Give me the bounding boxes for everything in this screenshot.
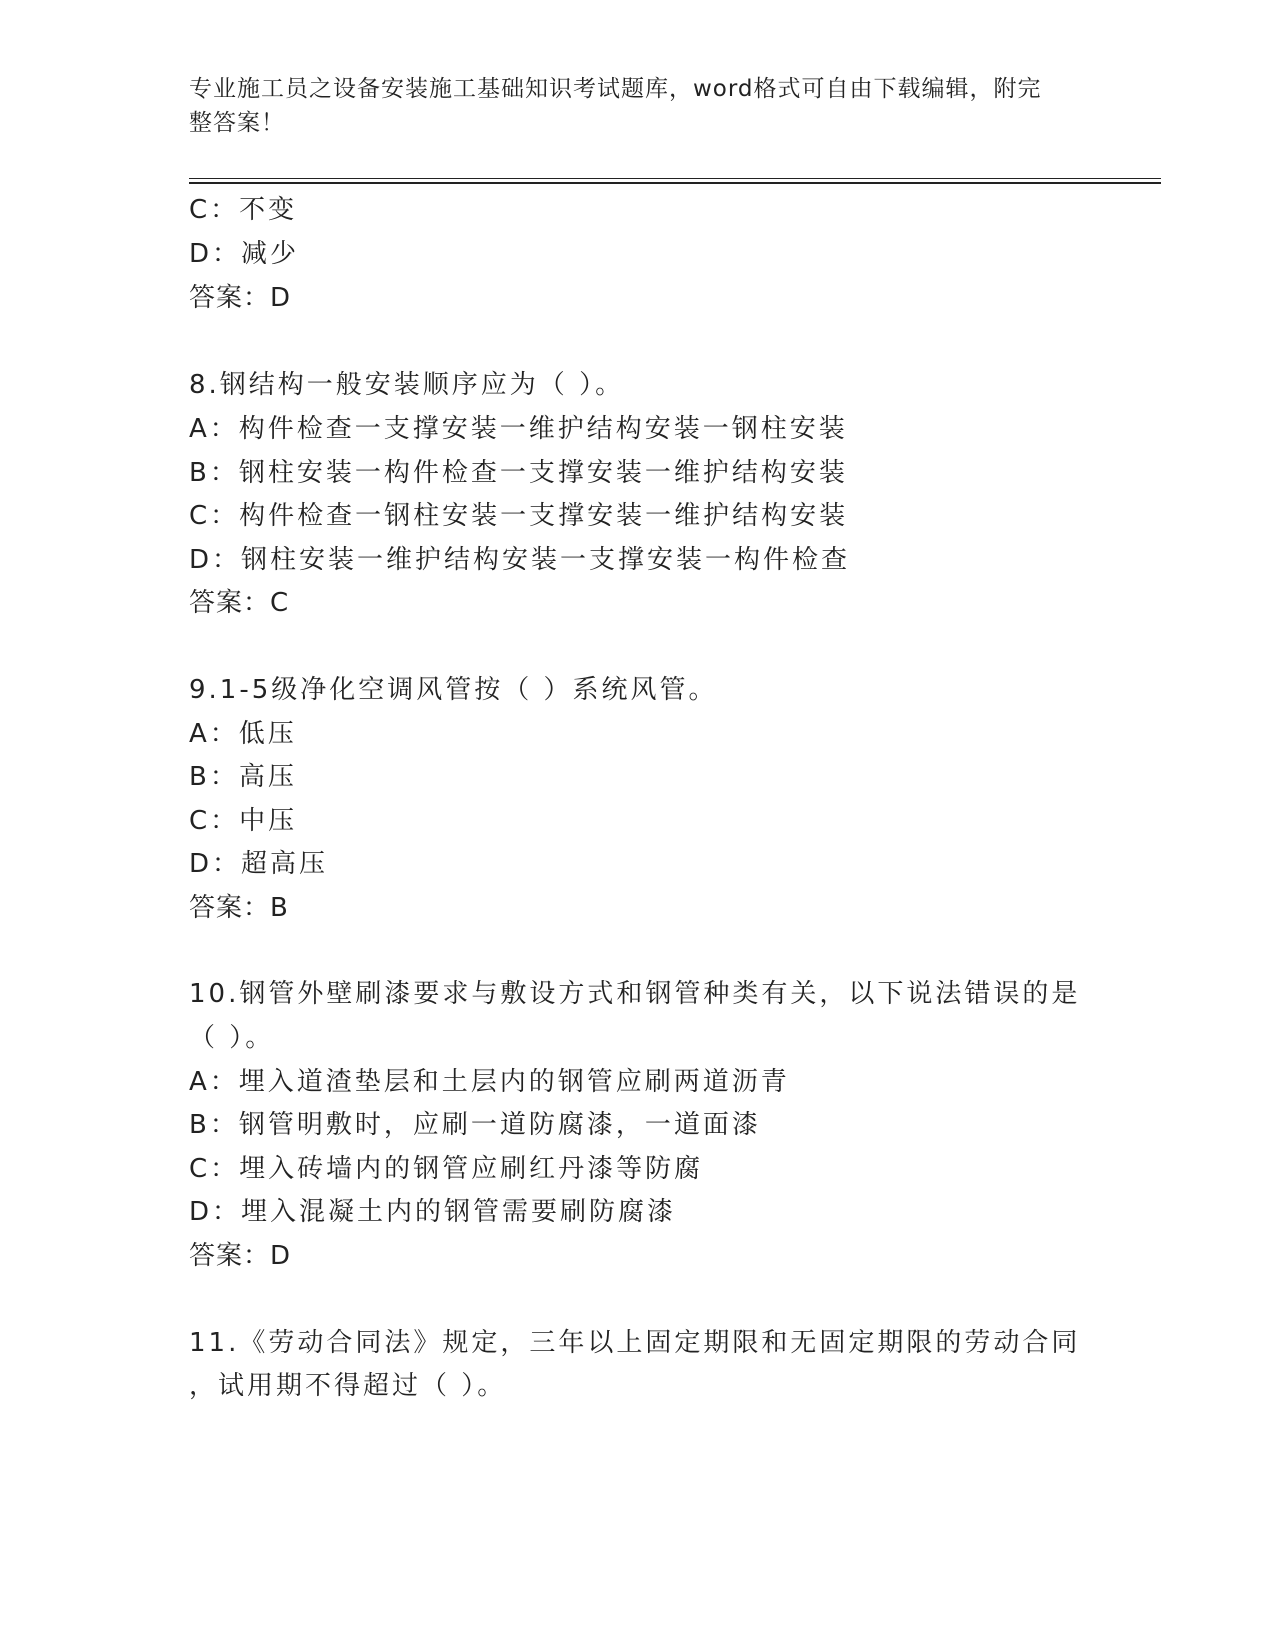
option-d: D：超高压: [189, 849, 329, 879]
option-c: C：不变: [189, 195, 298, 225]
header-line-1: 专业施工员之设备安装施工基础知识考试题库，word格式可自由下载编辑，附完: [189, 76, 1042, 102]
option-d: D：减少: [189, 239, 300, 269]
question-stem: 8.钢结构一般安装顺序应为（ ）。: [189, 370, 625, 400]
document-header: [189, 72, 1089, 140]
answer-line: 答案：B: [189, 893, 289, 923]
option-c: C：中压: [189, 806, 298, 836]
answer-line: 答案：D: [189, 283, 292, 313]
option-b: B：钢柱安装一构件检查一支撑安装一维护结构安装: [189, 458, 848, 488]
option-b: B：钢管明敷时，应刷一道防腐漆，一道面漆: [189, 1110, 761, 1140]
option-d: D：埋入混凝土内的钢管需要刷防腐漆: [189, 1197, 677, 1227]
header-divider-thin: [189, 178, 1161, 179]
answer-line: 答案：C: [189, 588, 290, 618]
option-a: A：埋入道渣垫层和土层内的钢管应刷两道沥青: [189, 1067, 790, 1097]
question-stem-continued: （ ）。: [189, 1023, 275, 1053]
header-divider-thick: [189, 182, 1161, 184]
option-c: C：埋入砖墙内的钢管应刷红丹漆等防腐: [189, 1154, 704, 1184]
question-stem: 9.1-5级净化空调风管按（ ）系统风管。: [189, 675, 718, 705]
option-c: C：构件检查一钢柱安装一支撑安装一维护结构安装: [189, 501, 849, 531]
question-stem-continued: ，试用期不得超过（ ）。: [189, 1371, 507, 1401]
option-d: D：钢柱安装一维护结构安装一支撑安装一构件检查: [189, 545, 851, 575]
header-line-2: 整答案！: [189, 110, 285, 136]
option-a: A：构件检查一支撑安装一维护结构安装一钢柱安装: [189, 414, 848, 444]
question-stem: 10.钢管外壁刷漆要求与敷设方式和钢管种类有关，以下说法错误的是: [189, 979, 1081, 1009]
option-b: B：高压: [189, 762, 297, 792]
question-stem: 11.《劳动合同法》规定，三年以上固定期限和无固定期限的劳动合同: [189, 1328, 1081, 1358]
answer-line: 答案：D: [189, 1241, 292, 1271]
option-a: A：低压: [189, 719, 297, 749]
